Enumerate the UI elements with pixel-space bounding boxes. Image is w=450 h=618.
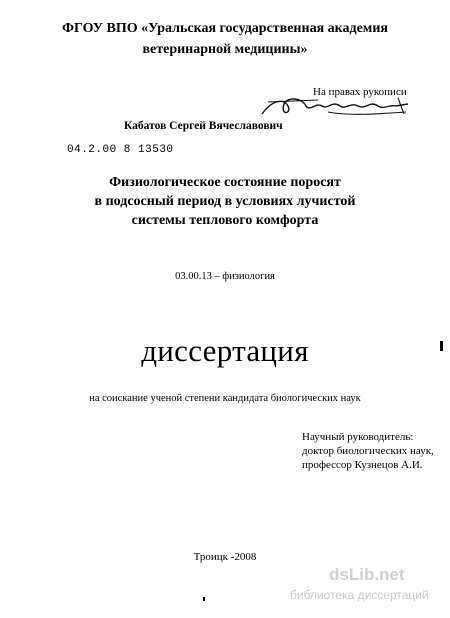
supervisor-role: Научный руководитель: <box>302 431 414 443</box>
degree-line: на соискание ученой степени кандидата биологических наук <box>89 393 361 404</box>
organization-header <box>0 18 450 60</box>
watermark-subtitle: библиотека диссертаций <box>290 588 429 602</box>
library-stamp-number: 04.2.00 8 13530 <box>67 144 174 156</box>
scan-mark <box>440 341 443 351</box>
city-year: Троицк -2008 <box>193 551 257 563</box>
supervisor-degree: доктор биологических наук, <box>302 445 434 457</box>
specialty-code: 03.00.13 – физиология <box>175 271 275 282</box>
scan-mark <box>203 597 205 601</box>
organization-line-1: ФГОУ ВПО «Уральская государственная академия <box>62 21 388 36</box>
title-line-3: системы теплового комфорта <box>131 213 319 228</box>
supervisor-name: профессор Кузнецов А.И. <box>302 459 423 471</box>
dissertation-title <box>0 173 450 230</box>
title-line-2: в подсосный период в условиях лучистой <box>94 194 356 209</box>
watermark-logo: dsLib.net <box>329 565 405 584</box>
author-name: Кабатов Сергей Вячеславович <box>124 120 283 132</box>
title-line-1: Физиологическое состояние поросят <box>109 175 341 190</box>
supervisor-block <box>302 430 434 472</box>
rights-note: На правах рукописи <box>313 86 407 98</box>
organization-line-2: ветеринарной медицины» <box>142 42 308 57</box>
document-type: диссертация <box>141 333 309 368</box>
handwritten-signature <box>258 92 418 122</box>
